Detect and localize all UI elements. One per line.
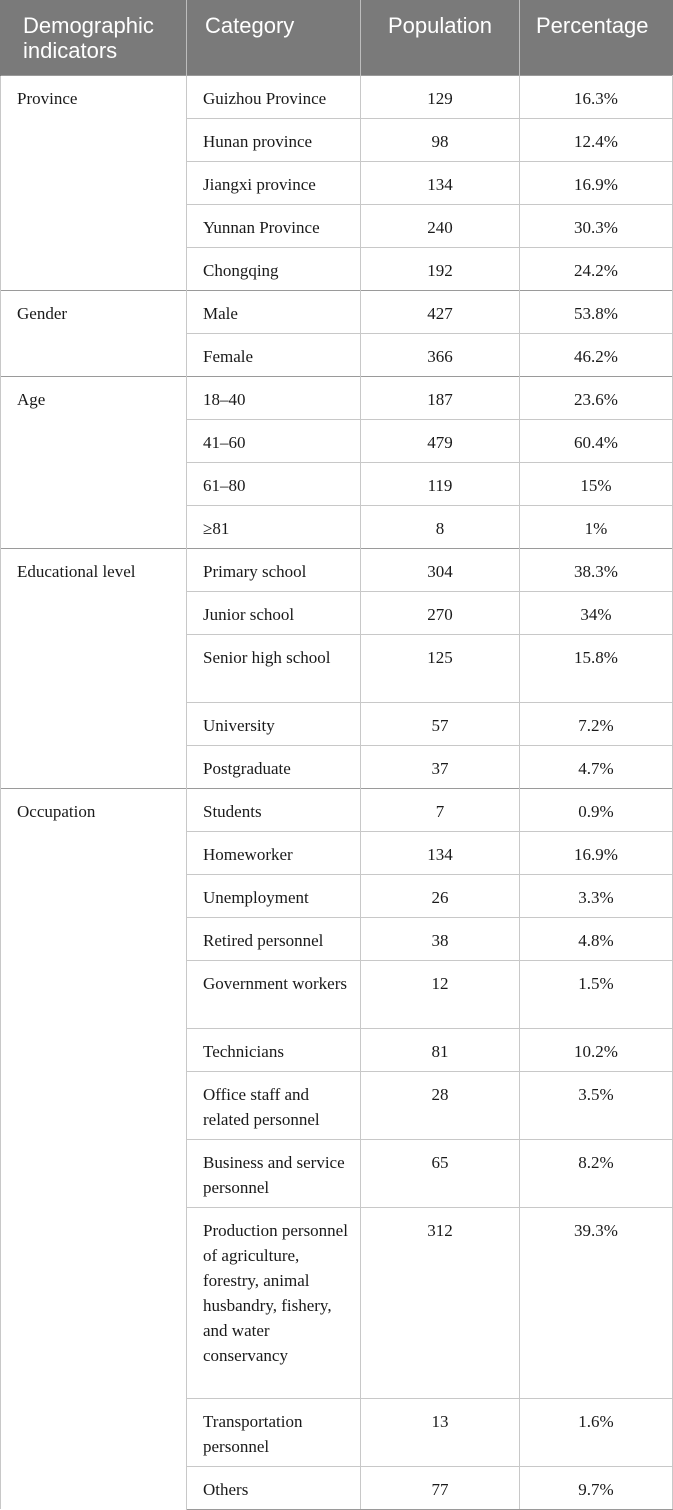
category-cell: Retired personnel: [187, 917, 361, 960]
percentage-cell: 1.6%: [520, 1398, 673, 1466]
percentage-cell: 10.2%: [520, 1028, 673, 1071]
percentage-cell: 60.4%: [520, 419, 673, 462]
category-cell: 61–80: [187, 462, 361, 505]
population-cell: 240: [361, 204, 520, 247]
percentage-cell: 8.2%: [520, 1139, 673, 1207]
category-cell: Others: [187, 1466, 361, 1509]
percentage-cell: 30.3%: [520, 204, 673, 247]
population-cell: 192: [361, 247, 520, 290]
category-cell: Chongqing: [187, 247, 361, 290]
header-demographic-indicators: Demographic indicators: [1, 0, 187, 75]
population-cell: 134: [361, 831, 520, 874]
category-cell: Unemployment: [187, 874, 361, 917]
category-cell: 18–40: [187, 376, 361, 419]
table-row: [1, 376, 673, 419]
population-cell: 304: [361, 548, 520, 591]
population-cell: 65: [361, 1139, 520, 1207]
indicator-cell: Educational level: [1, 548, 187, 788]
population-cell: 270: [361, 591, 520, 634]
table-row: [1, 788, 673, 831]
population-cell: 8: [361, 505, 520, 548]
category-cell: Guizhou Province: [187, 75, 361, 118]
category-cell: Yunnan Province: [187, 204, 361, 247]
population-cell: 81: [361, 1028, 520, 1071]
category-cell: Junior school: [187, 591, 361, 634]
percentage-cell: 16.9%: [520, 161, 673, 204]
population-cell: 26: [361, 874, 520, 917]
header-row: [1, 0, 673, 75]
category-cell: Production personnel of agriculture, forestry, animal husbandry, fishery, and water conservancy: [187, 1207, 361, 1398]
percentage-cell: 46.2%: [520, 333, 673, 376]
population-cell: 134: [361, 161, 520, 204]
population-cell: 57: [361, 702, 520, 745]
percentage-cell: 12.4%: [520, 118, 673, 161]
percentage-cell: 7.2%: [520, 702, 673, 745]
category-cell: Jiangxi province: [187, 161, 361, 204]
table-body: [1, 75, 673, 1509]
population-cell: 119: [361, 462, 520, 505]
population-cell: 427: [361, 290, 520, 333]
table-row: [1, 75, 673, 118]
percentage-cell: 15.8%: [520, 634, 673, 702]
category-cell: Postgraduate: [187, 745, 361, 788]
category-cell: Male: [187, 290, 361, 333]
population-cell: 77: [361, 1466, 520, 1509]
population-cell: 479: [361, 419, 520, 462]
header-percentage: Percentage: [520, 0, 673, 75]
population-cell: 98: [361, 118, 520, 161]
percentage-cell: 53.8%: [520, 290, 673, 333]
category-cell: Hunan province: [187, 118, 361, 161]
population-cell: 38: [361, 917, 520, 960]
header-population: Population: [361, 0, 520, 75]
population-cell: 12: [361, 960, 520, 1028]
population-cell: 187: [361, 376, 520, 419]
percentage-cell: 3.5%: [520, 1071, 673, 1139]
population-cell: 312: [361, 1207, 520, 1398]
percentage-cell: 4.7%: [520, 745, 673, 788]
category-cell: University: [187, 702, 361, 745]
table-header: [1, 0, 673, 75]
percentage-cell: 1.5%: [520, 960, 673, 1028]
indicator-cell: Province: [1, 75, 187, 290]
category-cell: Senior high school: [187, 634, 361, 702]
population-cell: 366: [361, 333, 520, 376]
indicator-cell: Occupation: [1, 788, 187, 1509]
population-cell: 129: [361, 75, 520, 118]
category-cell: Transportation personnel: [187, 1398, 361, 1466]
category-cell: Office staff and related personnel: [187, 1071, 361, 1139]
percentage-cell: 3.3%: [520, 874, 673, 917]
header-category: Category: [187, 0, 361, 75]
population-cell: 125: [361, 634, 520, 702]
category-cell: Technicians: [187, 1028, 361, 1071]
category-cell: Business and service personnel: [187, 1139, 361, 1207]
category-cell: Homeworker: [187, 831, 361, 874]
percentage-cell: 9.7%: [520, 1466, 673, 1509]
population-cell: 7: [361, 788, 520, 831]
percentage-cell: 16.9%: [520, 831, 673, 874]
percentage-cell: 16.3%: [520, 75, 673, 118]
category-cell: 41–60: [187, 419, 361, 462]
percentage-cell: 24.2%: [520, 247, 673, 290]
percentage-cell: 15%: [520, 462, 673, 505]
percentage-cell: 0.9%: [520, 788, 673, 831]
category-cell: Female: [187, 333, 361, 376]
indicator-cell: Age: [1, 376, 187, 548]
indicator-cell: Gender: [1, 290, 187, 376]
category-cell: Government workers: [187, 960, 361, 1028]
category-cell: Students: [187, 788, 361, 831]
category-cell: Primary school: [187, 548, 361, 591]
percentage-cell: 38.3%: [520, 548, 673, 591]
percentage-cell: 4.8%: [520, 917, 673, 960]
category-cell: ≥81: [187, 505, 361, 548]
percentage-cell: 34%: [520, 591, 673, 634]
table-row: [1, 290, 673, 333]
population-cell: 28: [361, 1071, 520, 1139]
population-cell: 37: [361, 745, 520, 788]
percentage-cell: 1%: [520, 505, 673, 548]
percentage-cell: 39.3%: [520, 1207, 673, 1398]
table-row: [1, 548, 673, 591]
population-cell: 13: [361, 1398, 520, 1466]
percentage-cell: 23.6%: [520, 376, 673, 419]
